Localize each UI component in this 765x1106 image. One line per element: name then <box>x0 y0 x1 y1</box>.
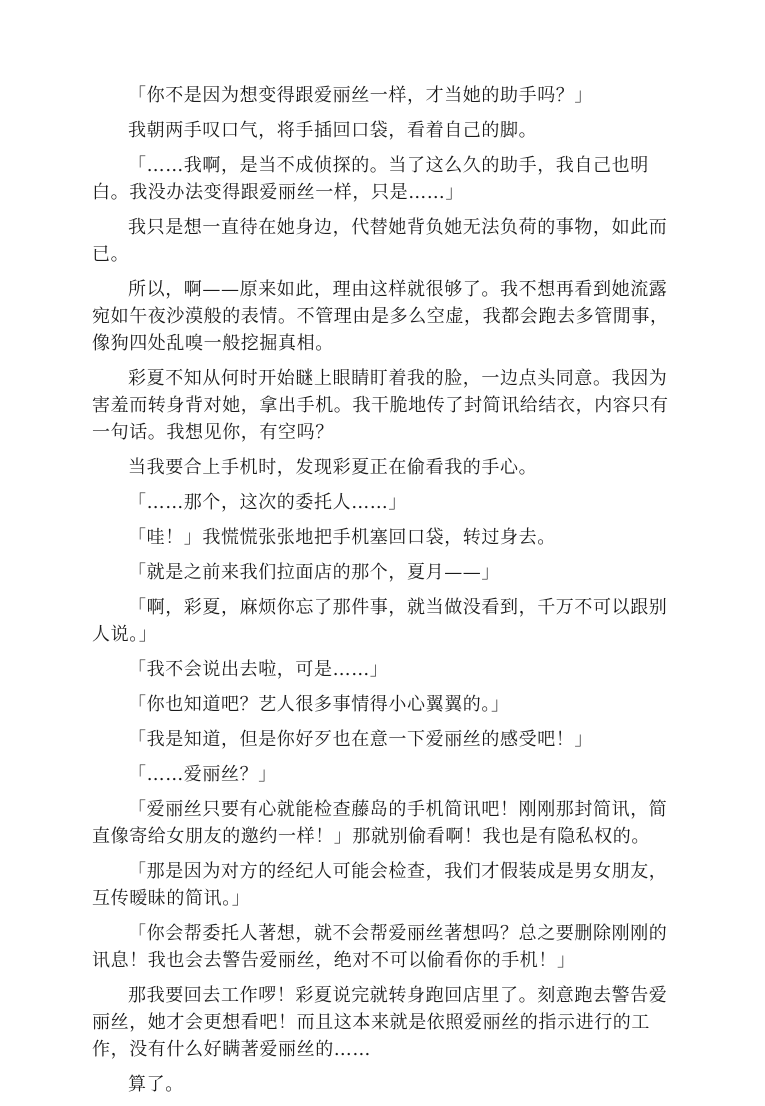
paragraph: 当我要合上手机时，发现彩夏正在偷看我的手心。 <box>128 457 538 478</box>
paragraph: 「我不会说出去啦，可是……」 <box>128 659 389 680</box>
paragraph: 「哇！」我慌慌张张地把手机塞回口袋，转过身去。 <box>128 527 556 548</box>
paragraph: 所以，啊——原来如此，理由这样就很够了。我不想再看到她流露宛如午夜沙漠般的表情。不管理由是多么空虚，我都会跑去多管閒事，像狗四处乱嗅一般挖掘真相。 <box>92 279 669 354</box>
paragraph: 「爱丽丝只要有心就能检查藤岛的手机简讯吧！刚刚那封简讯，简直像寄给女朋友的邀约一样！」那就别偷看啊！我也是有隐私权的。 <box>92 799 668 847</box>
paragraph: 「……我啊，是当不成侦探的。当了这么久的助手，我自己也明白。我没办法变得跟爱丽丝一样，只是……」 <box>92 155 649 203</box>
paragraph: 我朝两手叹口气，将手插回口袋，看着自己的脚。 <box>128 120 538 141</box>
paragraph: 「我是知道，但是你好歹也在意一下爱丽丝的感受吧！」 <box>128 729 593 750</box>
paragraph: 「你不是因为想变得跟爱丽丝一样，才当她的助手吗？」 <box>128 85 593 106</box>
page-body <box>92 82 676 1106</box>
paragraph: 「那是因为对方的经纪人可能会检查，我们才假装成是男女朋友，互传暧昧的简讯。」 <box>92 861 668 909</box>
paragraph: 我只是想一直待在她身边，代替她背负她无法负荷的事物，如此而已。 <box>92 217 668 265</box>
paragraph: 「你会帮委托人著想，就不会帮爱丽丝著想吗？总之要删除刚刚的讯息！我也会去警告爱丽丝，绝对不可以偷看你的手机！」 <box>92 923 668 971</box>
paragraph: 彩夏不知从何时开始瞇上眼睛盯着我的脸，一边点头同意。我因为害羞而转身背对她，拿出手机。我干脆地传了封简讯给结衣，内容只有一句话。我想见你，有空吗？ <box>92 368 669 443</box>
paragraph: 「……爱丽丝？」 <box>128 764 277 785</box>
paragraph: 「你也知道吧？艺人很多事情得小心翼翼的。」 <box>128 694 510 715</box>
paragraph: 「……那个，这次的委托人……」 <box>128 492 407 513</box>
paragraph: 「啊，彩夏，麻烦你忘了那件事，就当做没看到，千万不可以跟别人说。」 <box>92 597 668 645</box>
paragraph: 那我要回去工作啰！彩夏说完就转身跑回店里了。刻意跑去警告爱丽丝，她才会更想看吧！而且这本来就是依照爱丽丝的指示进行的工作，没有什么好瞒著爱丽丝的…… <box>92 985 668 1060</box>
paragraph: 算了。 <box>128 1074 184 1095</box>
paragraph: 「就是之前来我们拉面店的那个，夏月——」 <box>128 562 500 583</box>
